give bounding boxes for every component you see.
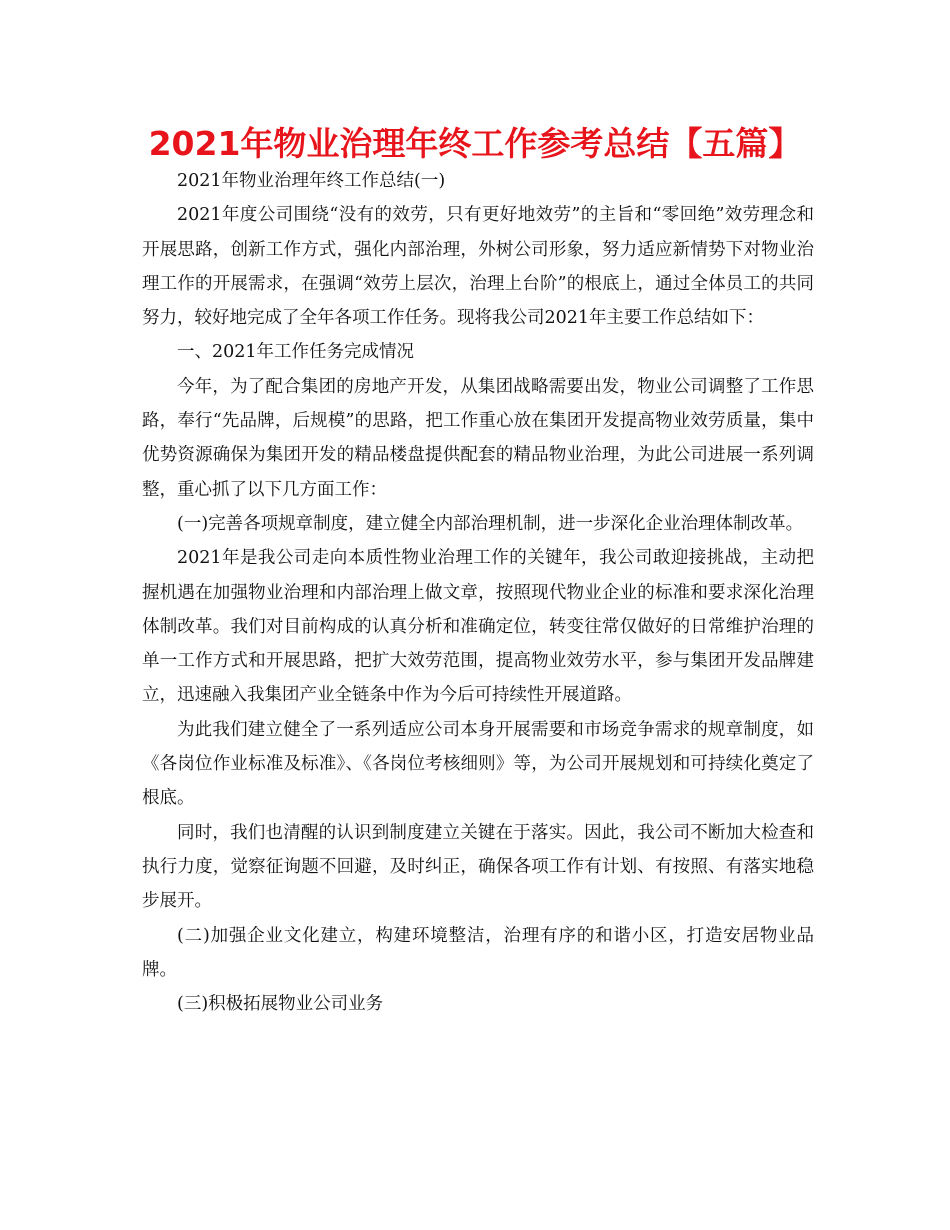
- document-title: 2021年物业治理年终工作参考总结【五篇】: [148, 124, 802, 163]
- paragraph-implementation: 同时，我们也清醒的认识到制度建立关键在于落实。因此，我公司不断加大检查和执行力度，觉察征询题不回避，及时纠正，确保各项工作有计划、有按照、有落实地稳步展开。: [142, 822, 814, 912]
- section-heading-1: 一、2021年工作任务完成情况: [177, 342, 415, 363]
- subheading-culture: (二)加强企业文化建立，构建环境整洁，治理有序的和谐小区，打造安居物业品牌。: [142, 925, 814, 980]
- paragraph-intro: 2021年度公司围绕“没有的效劳，只有更好地效劳”的主旨和“零回绝”效劳理念和开展思路，创新工作方式，强化内部治理，外树公司形象，努力适应新情势下对物业治理工作的开展需求，在强调“效劳上层次，治理上台阶”的根底上，通过全体员工的共同努力，较好地完成了全年各项工作任务。现将我公司2021年主要工作总结如下：: [142, 205, 814, 329]
- subheading-rules: (一)完善各项规章制度，建立健全内部治理机制，进一步深化企业治理体制改革。: [177, 513, 804, 534]
- document-body: [142, 164, 814, 1021]
- subheading-business: (三)积极拓展物业公司业务: [177, 994, 384, 1015]
- paragraph-key-year: 2021年是我公司走向本质性物业治理工作的关键年，我公司敢迎接挑战，主动把握机遇在加强物业治理和内部治理上做文章，按照现代物业企业的标准和要求深化治理体制改革。我们对目前构成的认真分析和准确定位，转变往常仅做好的日常维护治理的单一工作方式和开展思路，把扩大效劳范围，提高物业效劳水平，参与集团开发品牌建立，迅速融入我集团产业全链条中作为今后可持续性开展道路。: [142, 548, 814, 706]
- section-subtitle: 2021年物业治理年终工作总结(一): [177, 171, 446, 191]
- paragraph-regulations: 为此我们建立健全了一系列适应公司本身开展需要和市场竞争需求的规章制度，如《各岗位作业标准及标准》、《各岗位考核细则》等，为公司开展规划和可持续化奠定了根底。: [142, 719, 814, 809]
- paragraph-work-adjustment: 今年，为了配合集团的房地产开发，从集团战略需要出发，物业公司调整了工作思路，奉行“先品牌，后规模”的思路，把工作重心放在集团开发提高物业效劳质量，集中优势资源确保为集团开发的精品楼盘提供配套的精品物业治理，为此公司进展一系列调整，重心抓了以下几方面工作：: [142, 376, 814, 500]
